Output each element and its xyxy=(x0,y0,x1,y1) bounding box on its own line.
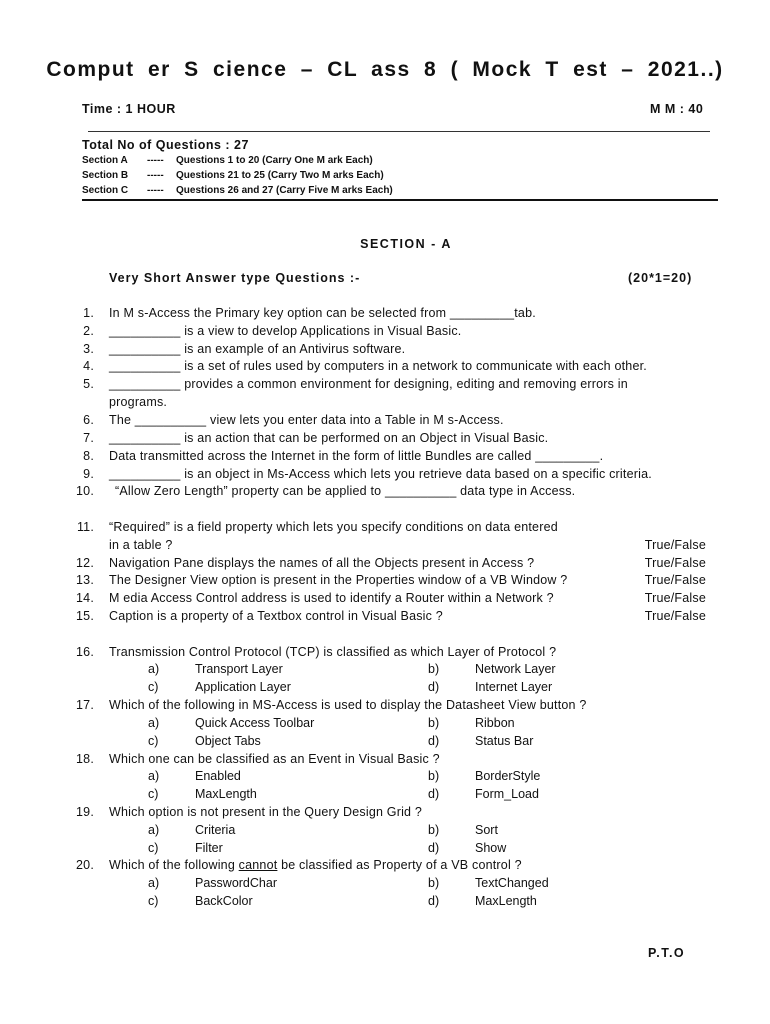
question-text: Caption is a property of a Textbox control in Visual Basic ? xyxy=(109,609,443,623)
question-number: 15. xyxy=(76,609,94,623)
question-number: 4. xyxy=(83,359,94,373)
question-text: Which one can be classified as an Event in Visual Basic ? xyxy=(109,752,440,766)
option-letter: a) xyxy=(148,823,160,837)
option-letter: a) xyxy=(148,716,160,730)
option-letter: c) xyxy=(148,894,159,908)
option-text: Transport Layer xyxy=(195,662,283,676)
option-letter: a) xyxy=(148,769,160,783)
question-number: 9. xyxy=(83,467,94,481)
option-letter: b) xyxy=(428,823,440,837)
option-text: Show xyxy=(475,841,507,855)
header-thick-divider xyxy=(82,199,718,201)
section-b-label: Section B xyxy=(82,170,129,181)
question-text: __________ is an example of an Antivirus software. xyxy=(109,342,406,356)
question-number: 2. xyxy=(83,324,94,338)
option-text: Application Layer xyxy=(195,680,291,694)
option-text: Quick Access Toolbar xyxy=(195,716,315,730)
true-false-option: True/False xyxy=(644,573,706,587)
option-letter: b) xyxy=(428,662,440,676)
option-letter: a) xyxy=(148,876,160,890)
question-text: Data transmitted across the Internet in the form of little Bundles are called _________. xyxy=(109,449,604,463)
section-b-desc: Questions 21 to 25 (Carry Two M arks Each) xyxy=(176,170,384,181)
question-number: 19. xyxy=(76,805,94,819)
true-false-option: True/False xyxy=(644,591,706,605)
option-text: MaxLength xyxy=(475,894,537,908)
true-false-option: True/False xyxy=(644,609,706,623)
question-number: 12. xyxy=(76,556,94,570)
option-letter: c) xyxy=(148,680,159,694)
section-c-label: Section C xyxy=(82,185,129,196)
option-letter: c) xyxy=(148,841,159,855)
section-a-label: Section A xyxy=(82,155,128,166)
option-letter: d) xyxy=(428,787,440,801)
question-text: Transmission Control Protocol (TCP) is classified as which Layer of Protocol ? xyxy=(109,645,557,659)
question-text: Which of the following in MS-Access is used to display the Datasheet View button ? xyxy=(109,698,587,712)
true-false-option: True/False xyxy=(644,556,706,570)
question-text: The __________ view lets you enter data into a Table in M s-Access. xyxy=(109,413,504,427)
section-b-dash: ----- xyxy=(147,170,164,181)
question-text-pre: Which of the following xyxy=(109,858,239,872)
please-turn-over: P.T.O xyxy=(648,946,686,960)
question-number: 11. xyxy=(76,520,94,534)
max-marks-label: M M : 40 xyxy=(650,102,704,116)
question-number: 5. xyxy=(83,377,94,391)
question-text: M edia Access Control address is used to identify a Router within a Network ? xyxy=(109,591,554,605)
option-text: Criteria xyxy=(195,823,236,837)
question-text-post: be classified as Property of a VB control ? xyxy=(277,858,522,872)
question-text: __________ is a set of rules used by computers in a network to communicate with each other. xyxy=(109,359,647,373)
section-c-dash: ----- xyxy=(147,185,164,196)
section-c-desc: Questions 26 and 27 (Carry Five M arks Each) xyxy=(176,185,393,196)
time-label: Time : 1 HOUR xyxy=(82,102,176,116)
question-number: 8. xyxy=(83,449,94,463)
question-number: 6. xyxy=(83,413,94,427)
option-text: Internet Layer xyxy=(475,680,553,694)
question-text-underlined: cannot xyxy=(238,858,278,872)
option-text: Ribbon xyxy=(475,716,515,730)
option-text: PasswordChar xyxy=(195,876,277,890)
question-text: __________ is a view to develop Applications in Visual Basic. xyxy=(109,324,462,338)
question-text: Which option is not present in the Query Design Grid ? xyxy=(109,805,423,819)
option-text: TextChanged xyxy=(475,876,549,890)
question-number: 20. xyxy=(76,858,94,872)
question-text: __________ is an object in Ms-Access which lets you retrieve data based on a specific criteria. xyxy=(109,467,652,481)
option-letter: d) xyxy=(428,841,440,855)
question-number: 14. xyxy=(76,591,94,605)
option-text: MaxLength xyxy=(195,787,257,801)
option-text: Network Layer xyxy=(475,662,556,676)
option-letter: d) xyxy=(428,734,440,748)
question-text-continued: programs. xyxy=(109,395,168,409)
question-number: 17. xyxy=(76,698,94,712)
option-letter: c) xyxy=(148,787,159,801)
option-letter: a) xyxy=(148,662,160,676)
question-number: 18. xyxy=(76,752,94,766)
question-number: 1. xyxy=(83,306,94,320)
section-a-desc: Questions 1 to 20 (Carry One M ark Each) xyxy=(176,155,373,166)
option-letter: b) xyxy=(428,769,440,783)
option-text: BorderStyle xyxy=(475,769,541,783)
question-text: In M s-Access the Primary key option can be selected from _________tab. xyxy=(109,306,536,320)
question-number: 16. xyxy=(76,645,94,659)
page-title: Comput er S cience – CL ass 8 ( Mock T est – 2021..) xyxy=(46,58,724,81)
total-questions: Total No of Questions : 27 xyxy=(82,138,249,152)
question-text: __________ provides a common environment for designing, editing and removing errors in xyxy=(109,377,628,391)
section-a-heading: SECTION - A xyxy=(360,237,452,251)
true-false-option: True/False xyxy=(644,538,706,552)
option-letter: b) xyxy=(428,716,440,730)
option-text: Object Tabs xyxy=(195,734,261,748)
section-a-marks: (20*1=20) xyxy=(628,271,693,285)
question-text-continued: in a table ? xyxy=(109,538,173,552)
option-letter: d) xyxy=(428,894,440,908)
question-number: 7. xyxy=(83,431,94,445)
option-text: Enabled xyxy=(195,769,241,783)
question-text: __________ is an action that can be performed on an Object in Visual Basic. xyxy=(109,431,549,445)
question-number: 10. xyxy=(76,484,94,498)
question-text: “Required” is a field property which lets you specify conditions on data entered xyxy=(109,520,558,534)
option-letter: b) xyxy=(428,876,440,890)
option-text: Sort xyxy=(475,823,498,837)
question-number: 3. xyxy=(83,342,94,356)
question-text: “Allow Zero Length” property can be applied to __________ data type in Access. xyxy=(115,484,576,498)
section-a-dash: ----- xyxy=(147,155,164,166)
question-text: Navigation Pane displays the names of all the Objects present in Access ? xyxy=(109,556,535,570)
option-text: Form_Load xyxy=(475,787,539,801)
option-letter: c) xyxy=(148,734,159,748)
option-text: Filter xyxy=(195,841,223,855)
option-letter: d) xyxy=(428,680,440,694)
question-text xyxy=(109,858,522,872)
option-text: BackColor xyxy=(195,894,253,908)
question-number: 13. xyxy=(76,573,94,587)
question-text: The Designer View option is present in the Properties window of a VB Window ? xyxy=(109,573,568,587)
option-text: Status Bar xyxy=(475,734,534,748)
header-divider xyxy=(88,131,710,132)
section-a-subheading: Very Short Answer type Questions :- xyxy=(109,271,361,285)
